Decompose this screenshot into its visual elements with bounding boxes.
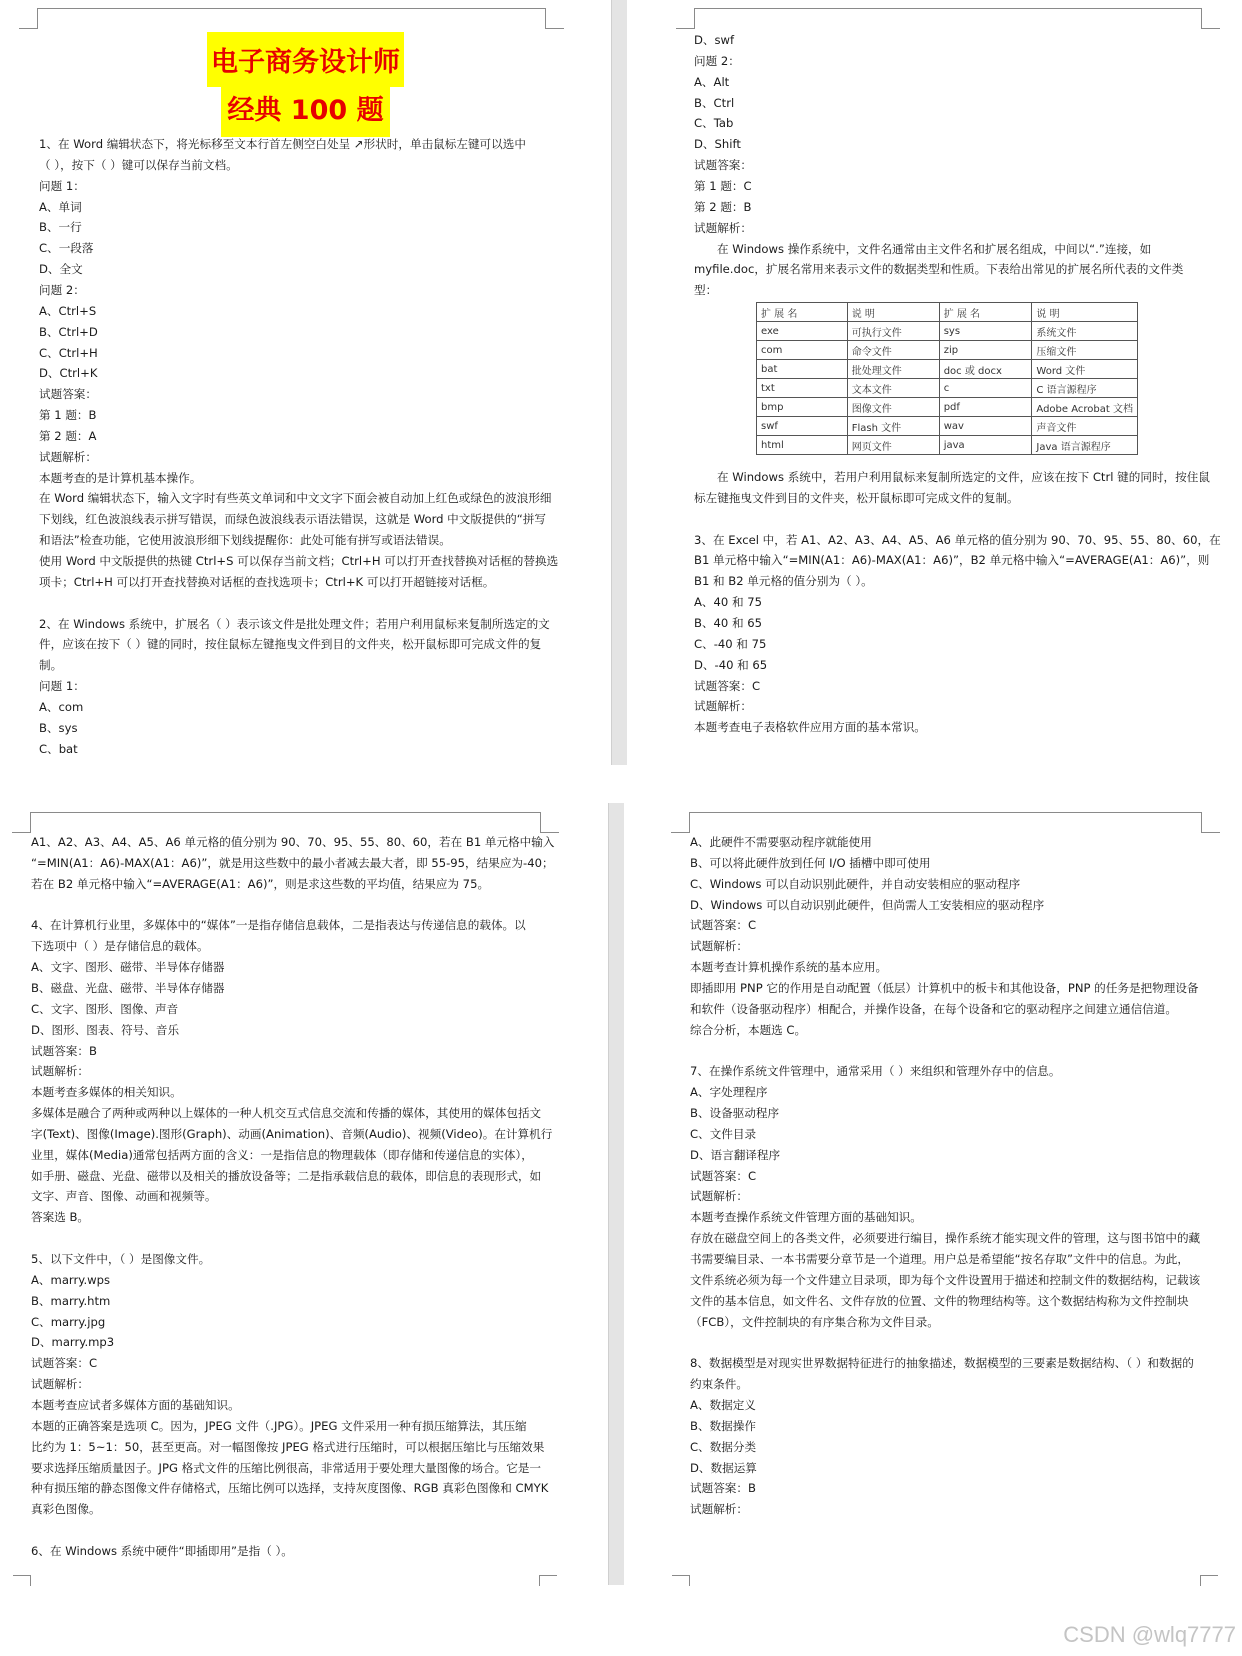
text-line: 试题答案：C <box>690 1168 757 1183</box>
text-line: C、文件目录 <box>690 1126 757 1141</box>
header-margin-marks <box>30 812 541 833</box>
text-line: D、marry.mp3 <box>31 1335 115 1350</box>
text-line: 试题答案：B <box>690 1481 756 1496</box>
text-line: 1、在 Word 编辑状态下，将光标移至文本行首左侧空白处呈 ↗形状时，单击鼠标左键可以选中 <box>39 137 526 151</box>
text-line: 文字、声音、图像、动画和视频等。 <box>31 1189 217 1204</box>
text-line: B、40 和 65 <box>694 615 763 630</box>
table-cell: Adobe Acrobat 文档 <box>1032 398 1138 417</box>
text-line: B、一行 <box>39 220 82 235</box>
text-line: （FCB），文件控制块的有序集合称为文件目录。 <box>690 1314 939 1329</box>
text-line: 在 Word 编辑状态下，输入文字时有些英文单词和中文文字下面会被自动加上红色或绿色的波浪形细 <box>39 491 552 506</box>
text-line: D、Windows 可以自动识别此硬件，但尚需人工安装相应的驱动程序 <box>690 897 1045 912</box>
table-header-cell: 扩 展 名 <box>757 303 848 322</box>
document-page-1 <box>0 0 611 765</box>
table-cell: 文本文件 <box>847 379 939 398</box>
text-line: 试题答案：C <box>694 678 761 693</box>
text-line: B1 单元格中输入“=MIN(A1：A6)-MAX(A1：A6)”，B2 单元格中输入“=AVERAGE(A1：A6)”，则 <box>694 553 1210 568</box>
text-line: 第 2 题：B <box>694 199 752 214</box>
table-cell: wav <box>939 417 1032 436</box>
text-line: 8、数据模型是对现实世界数据特征进行的抽象描述，数据模型的三要素是数据结构、（ ）和数据的 <box>690 1356 1194 1371</box>
title-line-2: 经典 100 题 <box>221 82 389 137</box>
text-line: 真彩色图像。 <box>31 1502 101 1517</box>
text-line: 试题答案：C <box>31 1356 98 1371</box>
header-margin-marks <box>694 8 1202 29</box>
text-line: 试题解析： <box>31 1064 89 1079</box>
table-cell: 压缩文件 <box>1032 341 1138 360</box>
text-line: （ ），按下（ ）键可以保存当前文档。 <box>39 157 238 172</box>
table-row <box>757 379 1138 398</box>
text-line: C、Tab <box>694 116 734 131</box>
text-line: 存放在磁盘空间上的各类文件，必须要进行编目，操作系统才能实现文件的管理，这与图书馆中的藏 <box>690 1231 1201 1246</box>
text-line: C、-40 和 75 <box>694 636 767 651</box>
text-line: 和语法”检查功能，它使用波浪形细下划线提醒你：此处可能有拼写或语法错误。 <box>39 533 451 548</box>
text-line: 本题考查操作系统文件管理方面的基础知识。 <box>690 1210 922 1225</box>
table-header-cell: 说 明 <box>847 303 939 322</box>
text-line: A、此硬件不需要驱动程序就能使用 <box>690 835 872 849</box>
text-line: 本题考查计算机操作系统的基本应用。 <box>690 960 888 975</box>
text-line: 本题考查的是计算机基本操作。 <box>39 470 202 485</box>
text-line: 本题考查多媒体的相关知识。 <box>31 1085 182 1100</box>
title-line-1: 电子商务设计师 <box>207 32 404 87</box>
table-cell: java <box>939 436 1032 455</box>
text-line: 第 1 题：B <box>39 408 97 423</box>
text-line: 试题解析： <box>690 1189 748 1204</box>
text-line: 第 2 题：A <box>39 428 97 443</box>
text-line: 试题解析： <box>694 699 752 714</box>
document-subtitle <box>0 82 611 137</box>
table-row <box>757 436 1138 455</box>
text-line: 制。 <box>39 658 63 673</box>
text-line: 试题解析： <box>31 1377 89 1392</box>
text-line: 试题解析： <box>690 1502 748 1517</box>
text-line: 综合分析，本题选 C。 <box>690 1022 807 1037</box>
page-gap-1 <box>611 0 627 765</box>
text-line: 本题的正确答案是选项 C。因为，JPEG 文件（.JPG）。JPEG 文件采用一种有损压缩算法，其压缩 <box>31 1418 527 1433</box>
text-line: 第 1 题：C <box>694 178 752 193</box>
text-line: C、一段落 <box>39 241 94 256</box>
text-line: B、可以将此硬件放到任何 I/O 插槽中即可使用 <box>690 855 931 870</box>
table-cell: zip <box>939 341 1032 360</box>
footer-margin-mark-left <box>13 1575 31 1586</box>
text-line: 项卡；Ctrl+H 可以打开查找替换对话框的查找选项卡；Ctrl+K 可以打开超链接对话框。 <box>39 574 495 589</box>
text-line: 书需要编目录、一本书需要分章节是一个道理。用户总是希望能“按名存取”文件中的信息。为此， <box>690 1252 1189 1266</box>
table-cell: C 语言源程序 <box>1032 379 1138 398</box>
text-line: B、数据操作 <box>690 1418 756 1433</box>
text-line: 问题 1： <box>39 178 85 193</box>
text-line: A、40 和 75 <box>694 595 762 610</box>
text-line: 如手册、磁盘、光盘、磁带以及相关的播放设备等；二是指承载信息的载体，即信息的表现形式，如 <box>31 1168 542 1183</box>
table-cell: Word 文件 <box>1032 360 1138 379</box>
document-title <box>0 32 611 87</box>
table-cell: 声音文件 <box>1032 417 1138 436</box>
text-line: B1 和 B2 单元格的值分别为（ ）。 <box>694 574 873 589</box>
text-line: D、图形、图表、符号、音乐 <box>31 1022 180 1037</box>
text-line: A、com <box>39 699 84 714</box>
text-line: 下划线，红色波浪线表示拼写错误，而绿色波浪线表示语法错误，这就是 Word 中文版提供的“拼写 <box>39 512 546 527</box>
text-line: 试题解析： <box>39 449 97 464</box>
header-margin-marks <box>689 812 1202 833</box>
text-line: 6、在 Windows 系统中硬件“即插即用”是指（ ）。 <box>31 1543 293 1558</box>
text-line: 和软件（设备驱动程序）相配合，并操作设备，在每个设备和它的驱动程序之间建立通信信道。 <box>690 1001 1177 1016</box>
text-line: 试题解析： <box>690 939 748 954</box>
text-line: B、Ctrl <box>694 95 735 110</box>
text-line: 本题考查应试者多媒体方面的基础知识。 <box>31 1397 240 1412</box>
table-cell: 图像文件 <box>847 398 939 417</box>
table-row <box>757 360 1138 379</box>
text-line: 问题 1： <box>39 679 85 694</box>
text-line: 若在 B2 单元格中输入“=AVERAGE(A1：A6)”，则是求这些数的平均值，结果应为 75。 <box>31 876 490 891</box>
text-line: 试题答案：C <box>690 918 757 933</box>
text-line: C、Ctrl+H <box>39 345 98 360</box>
text-line: D、全文 <box>39 262 83 277</box>
text-line: A、数据定义 <box>690 1397 756 1412</box>
text-line: B、marry.htm <box>31 1293 111 1308</box>
table-cell: sys <box>939 322 1032 341</box>
footer-margin-mark-right <box>539 1575 557 1586</box>
table-cell: bat <box>757 360 848 379</box>
table-cell: html <box>757 436 848 455</box>
footer-margin-mark-left <box>672 1575 690 1586</box>
text-line: 试题解析： <box>694 220 752 235</box>
text-line: 问题 2： <box>694 53 740 68</box>
table-row <box>757 398 1138 417</box>
text-line: 下选项中（ ）是存储信息的载体。 <box>31 939 209 954</box>
table-cell: c <box>939 379 1032 398</box>
text-line: C、数据分类 <box>690 1439 757 1454</box>
text-line: D、语言翻译程序 <box>690 1147 781 1162</box>
text-line: 种有损压缩的静态图像文件存储格式，压缩比例可以选择，支持灰度图像、RGB 真彩色图像和 CMYK <box>31 1481 549 1496</box>
table-cell: pdf <box>939 398 1032 417</box>
text-line: 比约为 1：5~1：50，甚至更高。对一幅图像按 JPEG 格式进行压缩时，可以根据压缩比与压缩效果 <box>31 1439 545 1454</box>
text-line: D、Shift <box>694 137 741 152</box>
text-line: 字(Text)、图像(Image).图形(Graph)、动画(Animation)、音频(Audio)、视频(Video)。在计算机行 <box>31 1126 553 1141</box>
text-line: 在 Windows 系统中，若用户利用鼠标来复制所选定的文件，应该在按下 Ctrl 键的同时，按住鼠 <box>717 470 1210 484</box>
table-cell: bmp <box>757 398 848 417</box>
table-row <box>757 341 1138 360</box>
table-row <box>757 417 1138 436</box>
text-line: 5、以下文件中，（ ）是图像文件。 <box>31 1252 211 1266</box>
table-cell: exe <box>757 322 848 341</box>
text-line: 本题考查电子表格软件应用方面的基本常识。 <box>694 720 926 735</box>
text-line: D、swf <box>694 33 735 47</box>
text-line: B、设备驱动程序 <box>690 1106 780 1121</box>
table-cell: 命令文件 <box>847 341 939 360</box>
text-line: D、Ctrl+K <box>39 366 98 381</box>
text-line: 试题答案： <box>39 387 97 402</box>
text-line: A、单词 <box>39 199 82 214</box>
text-line: A、marry.wps <box>31 1272 111 1287</box>
text-line: 型： <box>694 283 718 298</box>
file-extension-table <box>756 302 1138 455</box>
text-line: 标左键拖曳文件到目的文件夹，松开鼠标即可完成文件的复制。 <box>694 490 1019 505</box>
text-line: D、-40 和 65 <box>694 657 768 672</box>
table-cell: txt <box>757 379 848 398</box>
text-line: 问题 2： <box>39 282 85 297</box>
table-cell: 批处理文件 <box>847 360 939 379</box>
table-cell: 网页文件 <box>847 436 939 455</box>
text-line: C、marry.jpg <box>31 1314 106 1329</box>
table-cell: 可执行文件 <box>847 322 939 341</box>
text-line: 试题答案：B <box>31 1043 97 1058</box>
text-line: B、Ctrl+D <box>39 324 98 339</box>
text-line: 文件的基本信息，如文件名、文件存放的位置、文件的物理结构等。这个数据结构称为文件控制块 <box>690 1293 1189 1308</box>
text-line: 业里，媒体(Media)通常包括两方面的含义：一是指信息的物理载体（即存储和传递信息的实体）， <box>31 1147 533 1162</box>
table-cell: Java 语言源程序 <box>1032 436 1138 455</box>
text-line: C、文字、图形、图像、声音 <box>31 1001 179 1016</box>
text-line: C、Windows 可以自动识别此硬件，并自动安装相应的驱动程序 <box>690 876 1021 891</box>
table-row <box>757 322 1138 341</box>
text-line: D、数据运算 <box>690 1460 757 1475</box>
text-line: 4、在计算机行业里，多媒体中的“媒体”一是指存储信息载体，二是指表达与传递信息的载体。以 <box>31 918 526 933</box>
text-line: A、文字、图形、磁带、半导体存储器 <box>31 960 225 975</box>
text-line: 多媒体是融合了两种或两种以上媒体的一种人机交互式信息交流和传播的媒体，其使用的媒体包括文 <box>31 1106 542 1121</box>
text-line: 7、在操作系统文件管理中，通常采用（ ）来组织和管理外存中的信息。 <box>690 1064 1061 1079</box>
table-header-cell: 说 明 <box>1032 303 1138 322</box>
table-cell: doc 或 docx <box>939 360 1032 379</box>
text-line: 答案选 B。 <box>31 1210 90 1225</box>
page-gap-2 <box>608 803 624 1585</box>
text-line: B、sys <box>39 720 78 735</box>
csdn-watermark: CSDN @wlq7777 <box>1063 1622 1236 1647</box>
table-cell: 系统文件 <box>1032 322 1138 341</box>
text-line: 文件系统必须为每一个文件建立目录项，即为每个文件设置用于描述和控制文件的数据结构，记载该 <box>690 1272 1201 1287</box>
text-line: A1、A2、A3、A4、A5、A6 单元格的值分别为 90、70、95、55、80、60，若在 B1 单元格中输入 <box>31 835 555 849</box>
table-header-row <box>757 303 1138 322</box>
text-line: 2、在 Windows 系统中，扩展名（ ）表示该文件是批处理文件；若用户利用鼠标来复制所选定的文 <box>39 616 550 631</box>
text-line: “=MIN(A1：A6)-MAX(A1：A6)”，就是用这些数中的最小者减去最大者，即 55-95，结果应为-40； <box>31 855 554 870</box>
text-line: myfile.doc，扩展名常用来表示文件的数据类型和性质。下表给出常见的扩展名所代表的文件类 <box>694 262 1184 277</box>
text-line: 约束条件。 <box>690 1377 748 1392</box>
table-cell: Flash 文件 <box>847 417 939 436</box>
text-line: 使用 Word 中文版提供的热键 Ctrl+S 可以保存当前文档；Ctrl+H 可以打开查找替换对话框的替换选 <box>39 554 559 568</box>
text-line: C、bat <box>39 741 78 756</box>
text-line: A、Alt <box>694 74 730 89</box>
text-line: 试题答案： <box>694 158 752 173</box>
text-line: 3、在 Excel 中，若 A1、A2、A3、A4、A5、A6 单元格的值分别为 90、70、95、55、80、60，在 <box>694 532 1221 547</box>
table-cell: swf <box>757 417 848 436</box>
text-line: 即插即用 PNP 它的作用是自动配置（低层）计算机中的板卡和其他设备，PNP 的任务是把物理设备 <box>690 980 1199 995</box>
text-line: 件，应该在按下（ ）键的同时，按住鼠标左键拖曳文件到目的文件夹，松开鼠标即可完成文件的复 <box>39 637 542 652</box>
text-line: A、字处理程序 <box>690 1085 768 1100</box>
table-header-cell: 扩 展 名 <box>939 303 1032 322</box>
footer-margin-mark-right <box>1200 1575 1218 1586</box>
header-margin-marks <box>37 8 546 29</box>
text-line: 要求选择压缩质量因子。JPG 格式文件的压缩比例很高，非常适用于要处理大量图像的场合。它是一 <box>31 1460 542 1475</box>
text-line: A、Ctrl+S <box>39 303 97 318</box>
table-cell: com <box>757 341 848 360</box>
text-line: B、磁盘、光盘、磁带、半导体存储器 <box>31 980 225 995</box>
text-line: 在 Windows 操作系统中，文件名通常由主文件名和扩展名组成，中间以“.”连接，如 <box>717 241 1152 256</box>
